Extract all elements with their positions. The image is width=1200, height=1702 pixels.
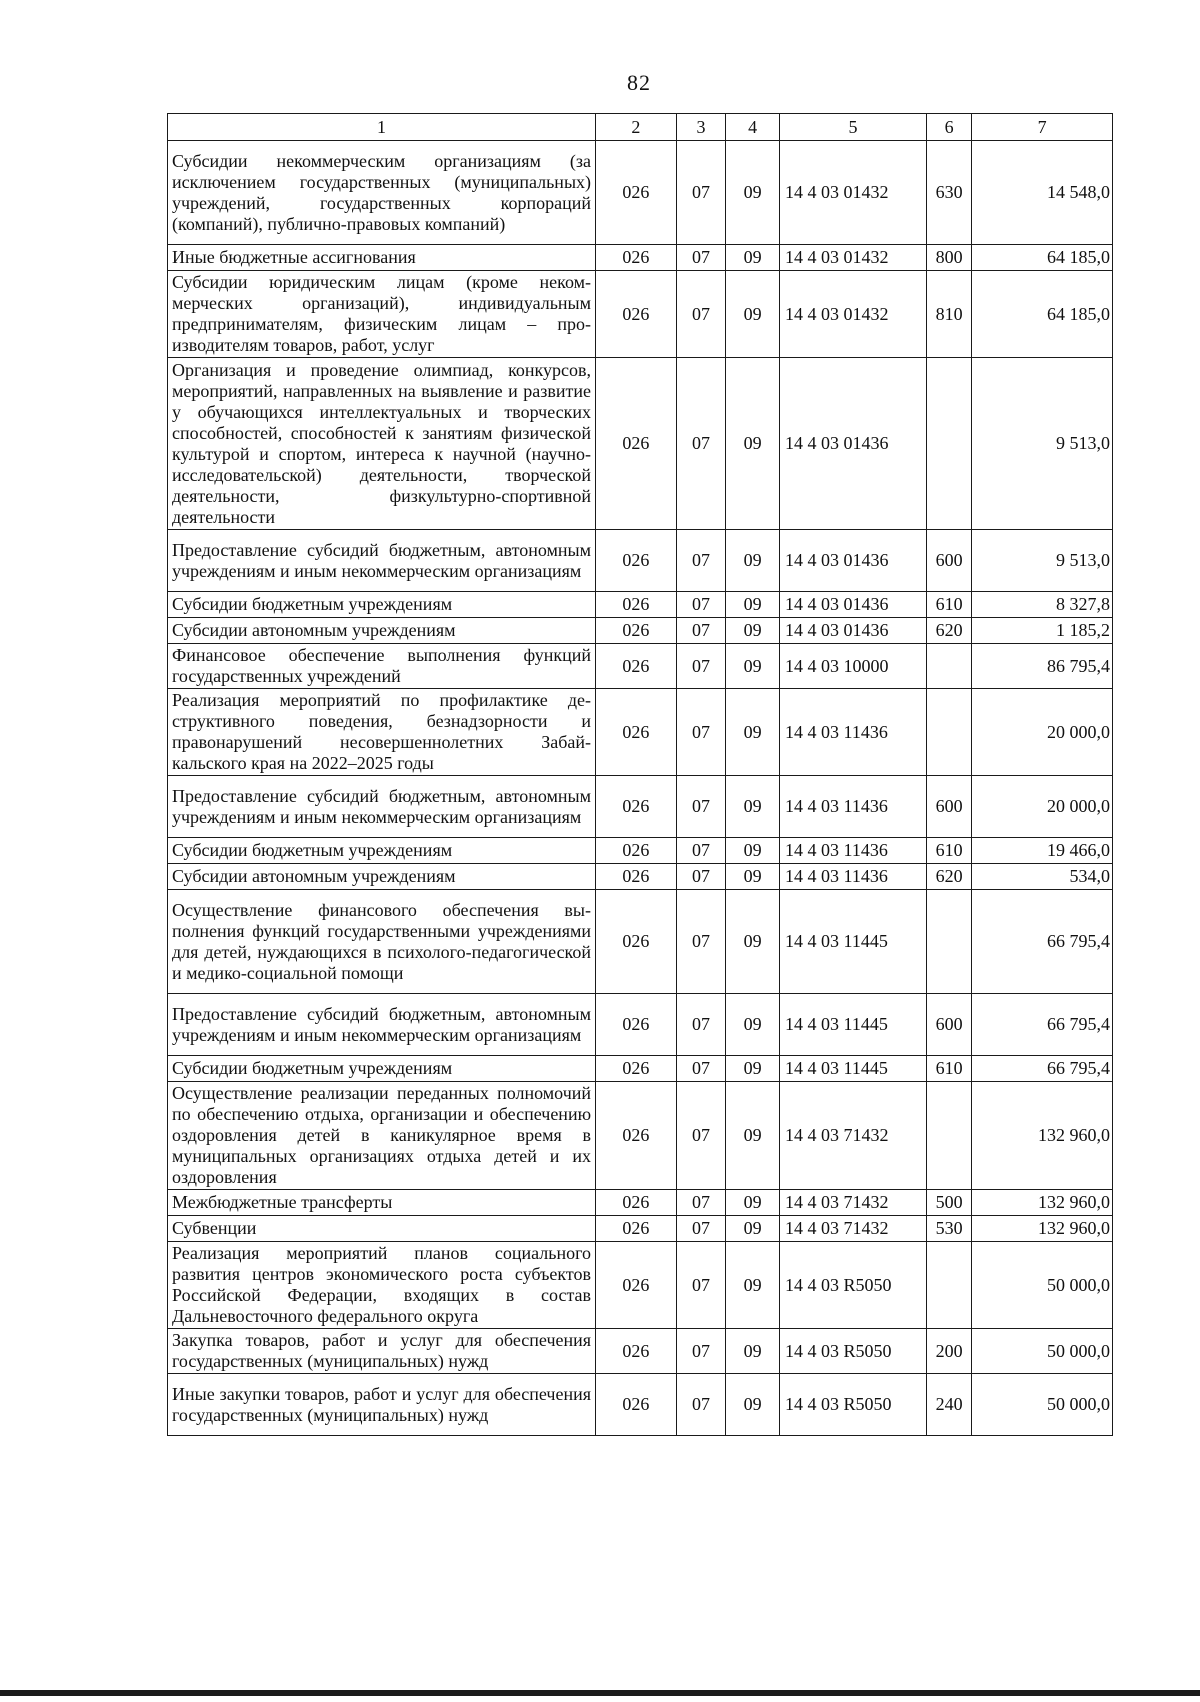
cell-col-7: 50 000,0	[972, 1329, 1113, 1374]
cell-col-7: 14 548,0	[972, 141, 1113, 245]
cell-col-4: 09	[726, 644, 780, 689]
cell-col-7: 9 513,0	[972, 358, 1113, 530]
page-bottom-rule	[0, 1690, 1200, 1696]
cell-col-5: 14 4 03 01436	[780, 618, 927, 644]
row-name-cell: Предоставление субсидий бюджетным, автономным учреждениям и иным некоммерческим организациям	[168, 776, 596, 838]
cell-col-6: 610	[926, 838, 971, 864]
cell-col-7: 8 327,8	[972, 592, 1113, 618]
row-name-cell: Иные закупки товаров, работ и услуг для обеспечения государственных (муниципальных) нужд	[168, 1374, 596, 1436]
cell-col-3: 07	[676, 1082, 726, 1190]
column-header: 4	[726, 114, 780, 141]
cell-col-6: 600	[926, 776, 971, 838]
budget-table	[167, 113, 1113, 1436]
cell-col-4: 09	[726, 890, 780, 994]
row-name-cell: Субсидии бюджетным учреждениям	[168, 1056, 596, 1082]
cell-col-5: 14 4 03 11436	[780, 776, 927, 838]
cell-col-6: 240	[926, 1374, 971, 1436]
row-name-cell: Субсидии автономным учреждениям	[168, 618, 596, 644]
cell-col-4: 09	[726, 838, 780, 864]
cell-col-7: 9 513,0	[972, 530, 1113, 592]
table-row	[168, 271, 1113, 358]
cell-col-5: 14 4 03 11436	[780, 838, 927, 864]
table-body	[168, 141, 1113, 1436]
table-row	[168, 689, 1113, 776]
cell-col-7: 19 466,0	[972, 838, 1113, 864]
column-header: 2	[596, 114, 677, 141]
cell-col-7: 1 185,2	[972, 618, 1113, 644]
cell-col-7: 66 795,4	[972, 994, 1113, 1056]
cell-col-5: 14 4 03 01436	[780, 530, 927, 592]
cell-col-4: 09	[726, 1374, 780, 1436]
cell-col-7: 66 795,4	[972, 890, 1113, 994]
cell-col-3: 07	[676, 618, 726, 644]
cell-col-2: 026	[596, 838, 677, 864]
cell-col-4: 09	[726, 1329, 780, 1374]
row-name-cell: Субсидии некоммерческим организациям (за исключением государственных (муниципальных) учреждений, государственных корпораций (компаний), публично-правовых компаний)	[168, 141, 596, 245]
cell-col-6	[926, 644, 971, 689]
table-row	[168, 358, 1113, 530]
cell-col-5: 14 4 03 R5050	[780, 1242, 927, 1329]
cell-col-4: 09	[726, 592, 780, 618]
column-header: 5	[780, 114, 927, 141]
cell-col-3: 07	[676, 689, 726, 776]
table-row	[168, 864, 1113, 890]
table-row	[168, 890, 1113, 994]
cell-col-4: 09	[726, 618, 780, 644]
cell-col-4: 09	[726, 864, 780, 890]
cell-col-6: 600	[926, 530, 971, 592]
cell-col-5: 14 4 03 11445	[780, 1056, 927, 1082]
column-header: 3	[676, 114, 726, 141]
table-row	[168, 530, 1113, 592]
row-name-cell: Иные бюджетные ассигнования	[168, 245, 596, 271]
table-row	[168, 1216, 1113, 1242]
table-row	[168, 618, 1113, 644]
row-name-cell: Закупка товаров, работ и услуг для обеспечения государственных (муниципальных) нужд	[168, 1329, 596, 1374]
cell-col-5: 14 4 03 R5050	[780, 1329, 927, 1374]
cell-col-7: 132 960,0	[972, 1216, 1113, 1242]
row-name-cell: Межбюджетные трансферты	[168, 1190, 596, 1216]
cell-col-5: 14 4 03 01436	[780, 358, 927, 530]
cell-col-4: 09	[726, 1082, 780, 1190]
cell-col-3: 07	[676, 1216, 726, 1242]
cell-col-6: 620	[926, 618, 971, 644]
cell-col-2: 026	[596, 618, 677, 644]
table-row	[168, 1190, 1113, 1216]
cell-col-5: 14 4 03 10000	[780, 644, 927, 689]
row-name-cell: Субсидии юридическим лицам (кроме некоммерческих организаций), индивидуальным предпринимателям, физическим лицам – производителям товаров, работ, услуг	[168, 271, 596, 358]
cell-col-2: 026	[596, 689, 677, 776]
table-row	[168, 776, 1113, 838]
cell-col-4: 09	[726, 1242, 780, 1329]
cell-col-6: 530	[926, 1216, 971, 1242]
cell-col-6: 800	[926, 245, 971, 271]
cell-col-6: 500	[926, 1190, 971, 1216]
cell-col-3: 07	[676, 358, 726, 530]
cell-col-2: 026	[596, 1374, 677, 1436]
cell-col-7: 86 795,4	[972, 644, 1113, 689]
cell-col-2: 026	[596, 890, 677, 994]
cell-col-3: 07	[676, 530, 726, 592]
table-row	[168, 141, 1113, 245]
cell-col-3: 07	[676, 1190, 726, 1216]
row-name-cell: Осуществление финансового обеспечения выполнения функций государственными учреждениями для детей, нуждающихся в психолого-педагогической и медико-социальной помощи	[168, 890, 596, 994]
table-header-row	[168, 114, 1113, 141]
cell-col-3: 07	[676, 592, 726, 618]
cell-col-4: 09	[726, 1216, 780, 1242]
cell-col-6: 200	[926, 1329, 971, 1374]
cell-col-7: 132 960,0	[972, 1082, 1113, 1190]
cell-col-5: 14 4 03 01432	[780, 245, 927, 271]
cell-col-6: 810	[926, 271, 971, 358]
cell-col-6: 620	[926, 864, 971, 890]
cell-col-7: 66 795,4	[972, 1056, 1113, 1082]
table-row	[168, 1242, 1113, 1329]
row-name-cell: Субвенции	[168, 1216, 596, 1242]
cell-col-5: 14 4 03 11445	[780, 890, 927, 994]
cell-col-7: 64 185,0	[972, 245, 1113, 271]
cell-col-2: 026	[596, 994, 677, 1056]
cell-col-5: 14 4 03 11436	[780, 689, 927, 776]
cell-col-2: 026	[596, 358, 677, 530]
table-row	[168, 644, 1113, 689]
cell-col-7: 50 000,0	[972, 1374, 1113, 1436]
cell-col-2: 026	[596, 245, 677, 271]
cell-col-5: 14 4 03 11436	[780, 864, 927, 890]
cell-col-4: 09	[726, 689, 780, 776]
cell-col-5: 14 4 03 R5050	[780, 1374, 927, 1436]
cell-col-2: 026	[596, 141, 677, 245]
table-row	[168, 1082, 1113, 1190]
row-name-cell: Предоставление субсидий бюджетным, автономным учреждениям и иным некоммерческим организациям	[168, 530, 596, 592]
cell-col-3: 07	[676, 271, 726, 358]
cell-col-6	[926, 689, 971, 776]
cell-col-2: 026	[596, 864, 677, 890]
cell-col-6	[926, 1082, 971, 1190]
cell-col-4: 09	[726, 358, 780, 530]
cell-col-2: 026	[596, 592, 677, 618]
row-name-cell: Реализация мероприятий по профилактике деструктивного поведения, безнадзорности и правонарушений несовершеннолетних Забайкальского края на 2022–2025 годы	[168, 689, 596, 776]
cell-col-4: 09	[726, 1190, 780, 1216]
cell-col-7: 20 000,0	[972, 689, 1113, 776]
cell-col-5: 14 4 03 71432	[780, 1216, 927, 1242]
cell-col-2: 026	[596, 1329, 677, 1374]
cell-col-4: 09	[726, 994, 780, 1056]
cell-col-2: 026	[596, 644, 677, 689]
cell-col-4: 09	[726, 530, 780, 592]
cell-col-6	[926, 890, 971, 994]
cell-col-5: 14 4 03 01432	[780, 271, 927, 358]
table-row	[168, 1329, 1113, 1374]
cell-col-2: 026	[596, 776, 677, 838]
table-row	[168, 1056, 1113, 1082]
row-name-cell: Финансовое обеспечение выполнения функций государственных учреждений	[168, 644, 596, 689]
row-name-cell: Субсидии бюджетным учреждениям	[168, 592, 596, 618]
table-row	[168, 838, 1113, 864]
cell-col-4: 09	[726, 776, 780, 838]
cell-col-5: 14 4 03 01436	[780, 592, 927, 618]
cell-col-5: 14 4 03 01432	[780, 141, 927, 245]
cell-col-3: 07	[676, 838, 726, 864]
cell-col-3: 07	[676, 644, 726, 689]
cell-col-2: 026	[596, 1242, 677, 1329]
cell-col-3: 07	[676, 1242, 726, 1329]
cell-col-7: 64 185,0	[972, 271, 1113, 358]
cell-col-3: 07	[676, 1056, 726, 1082]
cell-col-7: 132 960,0	[972, 1190, 1113, 1216]
cell-col-3: 07	[676, 864, 726, 890]
table-row	[168, 245, 1113, 271]
cell-col-3: 07	[676, 890, 726, 994]
cell-col-6: 610	[926, 592, 971, 618]
cell-col-3: 07	[676, 994, 726, 1056]
cell-col-2: 026	[596, 530, 677, 592]
cell-col-7: 50 000,0	[972, 1242, 1113, 1329]
row-name-cell: Субсидии автономным учреждениям	[168, 864, 596, 890]
cell-col-5: 14 4 03 11445	[780, 994, 927, 1056]
cell-col-3: 07	[676, 245, 726, 271]
column-header: 6	[926, 114, 971, 141]
cell-col-3: 07	[676, 1374, 726, 1436]
cell-col-4: 09	[726, 141, 780, 245]
cell-col-7: 534,0	[972, 864, 1113, 890]
cell-col-2: 026	[596, 1082, 677, 1190]
row-name-cell: Реализация мероприятий планов социального развития центров экономического роста субъектов Российской Федерации, входящих в состав Дальневосточного федерального округа	[168, 1242, 596, 1329]
cell-col-3: 07	[676, 776, 726, 838]
cell-col-2: 026	[596, 271, 677, 358]
cell-col-4: 09	[726, 245, 780, 271]
row-name-cell: Организация и проведение олимпиад, конкурсов, мероприятий, направленных на выявление и развитие у обучающихся интеллектуальных и творческих способностей, способностей к занятиям физической культурой и спортом, интереса к научной (научно-исследовательской) деятельности, творческой деятельности, физкультурно-спортивной деятельности	[168, 358, 596, 530]
cell-col-3: 07	[676, 1329, 726, 1374]
table-row	[168, 592, 1113, 618]
cell-col-6: 630	[926, 141, 971, 245]
column-header: 1	[168, 114, 596, 141]
cell-col-5: 14 4 03 71432	[780, 1190, 927, 1216]
cell-col-5: 14 4 03 71432	[780, 1082, 927, 1190]
page-number: 82	[627, 70, 651, 95]
table-row	[168, 1374, 1113, 1436]
cell-col-6: 610	[926, 1056, 971, 1082]
cell-col-4: 09	[726, 271, 780, 358]
cell-col-6	[926, 358, 971, 530]
cell-col-6: 600	[926, 994, 971, 1056]
row-name-cell: Субсидии бюджетным учреждениям	[168, 838, 596, 864]
cell-col-2: 026	[596, 1056, 677, 1082]
column-header: 7	[972, 114, 1113, 141]
cell-col-4: 09	[726, 1056, 780, 1082]
table-row	[168, 994, 1113, 1056]
cell-col-6	[926, 1242, 971, 1329]
cell-col-7: 20 000,0	[972, 776, 1113, 838]
cell-col-2: 026	[596, 1216, 677, 1242]
row-name-cell: Осуществление реализации переданных полномочий по обеспечению отдыха, организации и обеспечению оздоровления детей в каникулярное время в муниципальных организациях отдыха детей и их оздоровления	[168, 1082, 596, 1190]
row-name-cell: Предоставление субсидий бюджетным, автономным учреждениям и иным некоммерческим организациям	[168, 994, 596, 1056]
cell-col-3: 07	[676, 141, 726, 245]
cell-col-2: 026	[596, 1190, 677, 1216]
